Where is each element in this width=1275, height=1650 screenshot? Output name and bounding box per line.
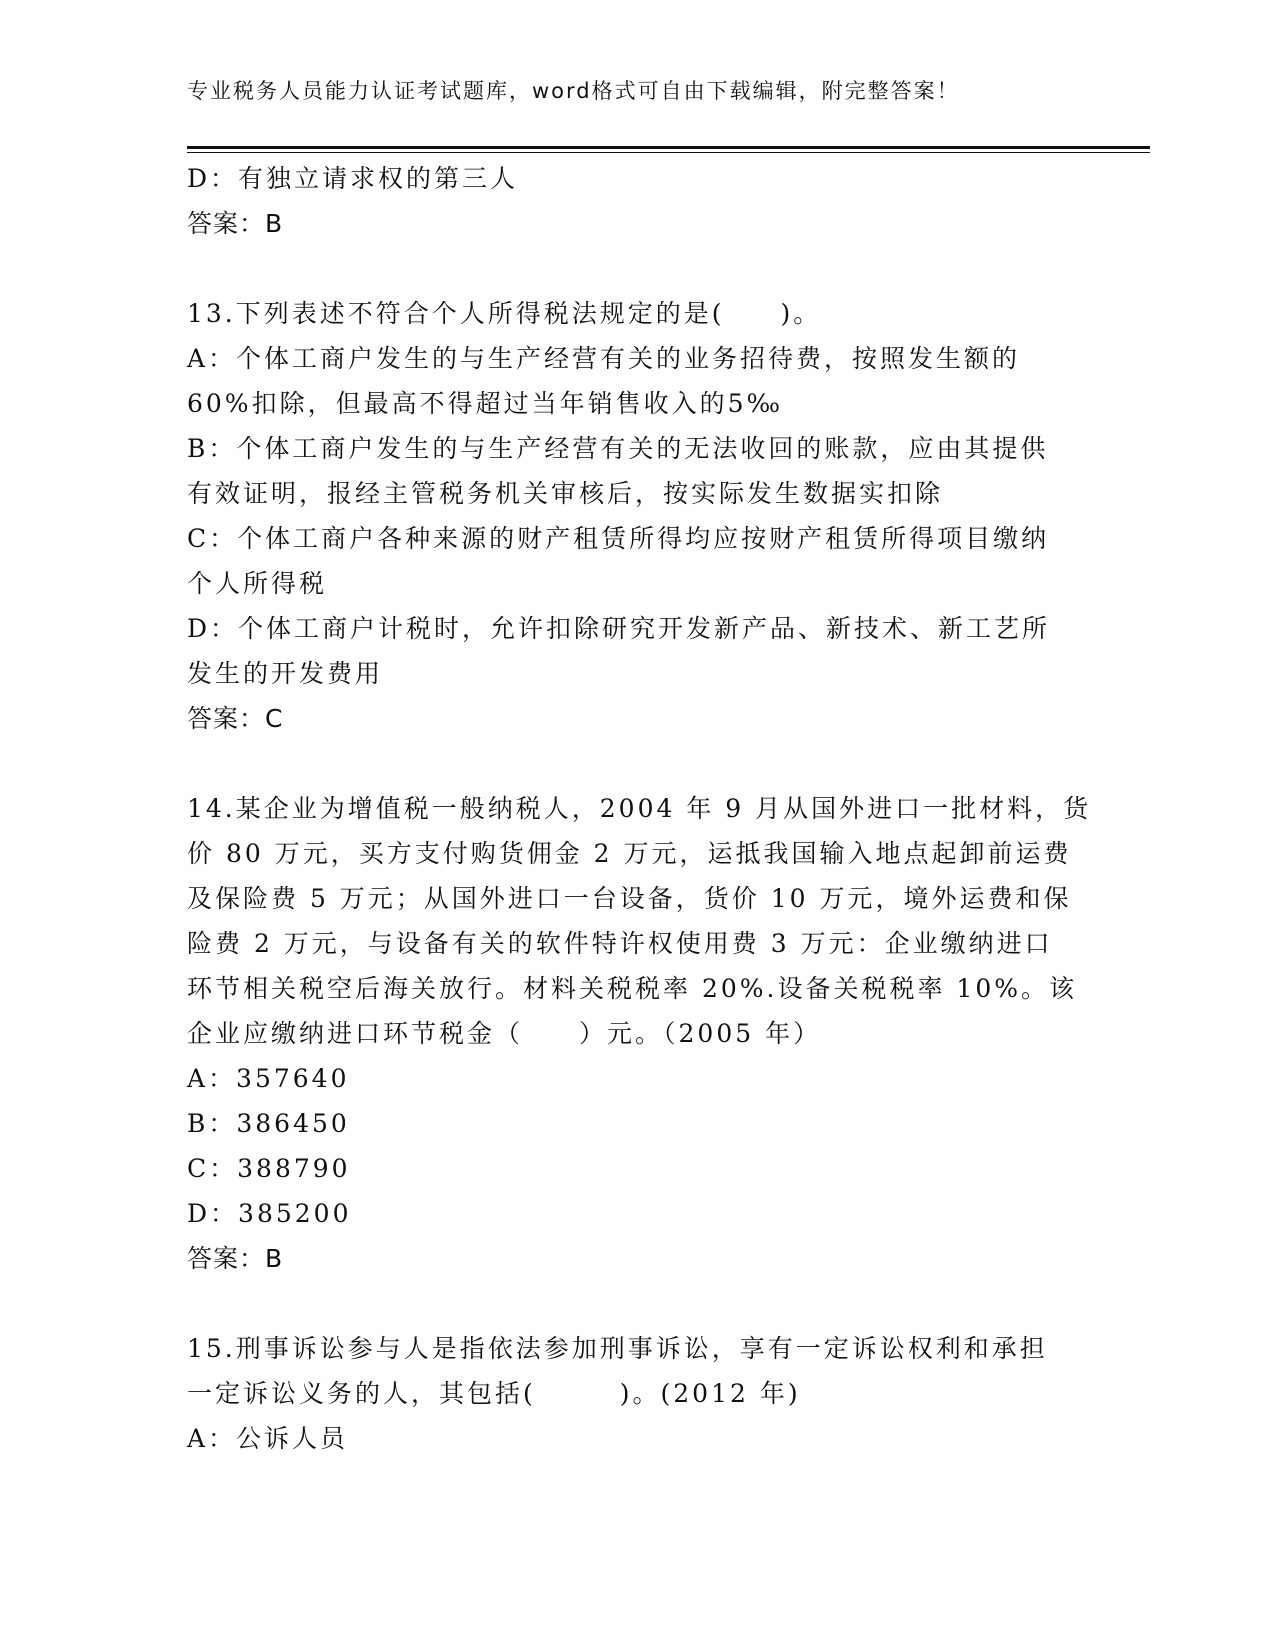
header-divider-thick (187, 146, 1150, 149)
text-line: 险费 2 万元，与设备有关的软件特许权使用费 3 万元：企业缴纳进口 (187, 929, 1053, 958)
answer-line: 答案：C (187, 704, 284, 733)
paragraph-gap (187, 741, 1087, 786)
text-line: C：388790 (187, 1154, 351, 1183)
text-line: 环节相关税空后海关放行。材料关税税率 20%.设备关税税率 10%。该 (187, 974, 1077, 1003)
text-line: 15.刑事诉讼参与人是指依法参加刑事诉讼，享有一定诉讼权利和承担 (187, 1334, 1048, 1363)
text-line: 价 80 万元，买方支付购货佣金 2 万元，运抵我国输入地点起卸前运费 (187, 839, 1072, 868)
text-line: D：385200 (187, 1199, 352, 1228)
text-line: D：个体工商户计税时，允许扣除研究开发新产品、新技术、新工艺所 (187, 614, 1051, 643)
text-line: 及保险费 5 万元；从国外进口一台设备，货价 10 万元，境外运费和保 (187, 884, 1072, 913)
document-body (187, 156, 1092, 1461)
text-line: 13.下列表述不符合个人所得税法规定的是( )。 (187, 299, 822, 328)
paragraph-gap (187, 246, 1087, 291)
answer-line: 答案：B (187, 1244, 284, 1273)
header-divider-thin (187, 152, 1150, 153)
text-line: B：个体工商户发生的与生产经营有关的无法收回的账款，应由其提供 (187, 434, 1049, 463)
page-header-title: 专业税务人员能力认证考试题库，word格式可自由下载编辑，附完整答案！ (187, 79, 960, 103)
text-line: 一定诉讼义务的人，其包括( )。(2012 年) (187, 1379, 801, 1408)
text-line: C：个体工商户各种来源的财产租赁所得均应按财产租赁所得项目缴纳 (187, 524, 1050, 553)
text-line: A：357640 (187, 1064, 350, 1093)
text-line: 发生的开发费用 (187, 659, 384, 688)
text-line: A：个体工商户发生的与生产经营有关的业务招待费，按照发生额的 (187, 344, 1021, 373)
text-line: 企业应缴纳进口环节税金（ ）元。（2005 年） (187, 1019, 822, 1048)
text-line: 个人所得税 (187, 569, 328, 598)
answer-line: 答案：B (187, 209, 284, 238)
text-line: A：公诉人员 (187, 1424, 349, 1453)
paragraph-gap (187, 1281, 1087, 1326)
text-line: D：有独立请求权的第三人 (187, 164, 519, 193)
text-line: 60%扣除，但最高不得超过当年销售收入的5‰ (187, 389, 784, 418)
text-line: 有效证明，报经主管税务机关审核后，按实际发生数据实扣除 (187, 479, 944, 508)
text-line: B：386450 (187, 1109, 350, 1138)
text-line: 14.某企业为增值税一般纳税人，2004 年 9 月从国外进口一批材料，货 (187, 794, 1092, 823)
